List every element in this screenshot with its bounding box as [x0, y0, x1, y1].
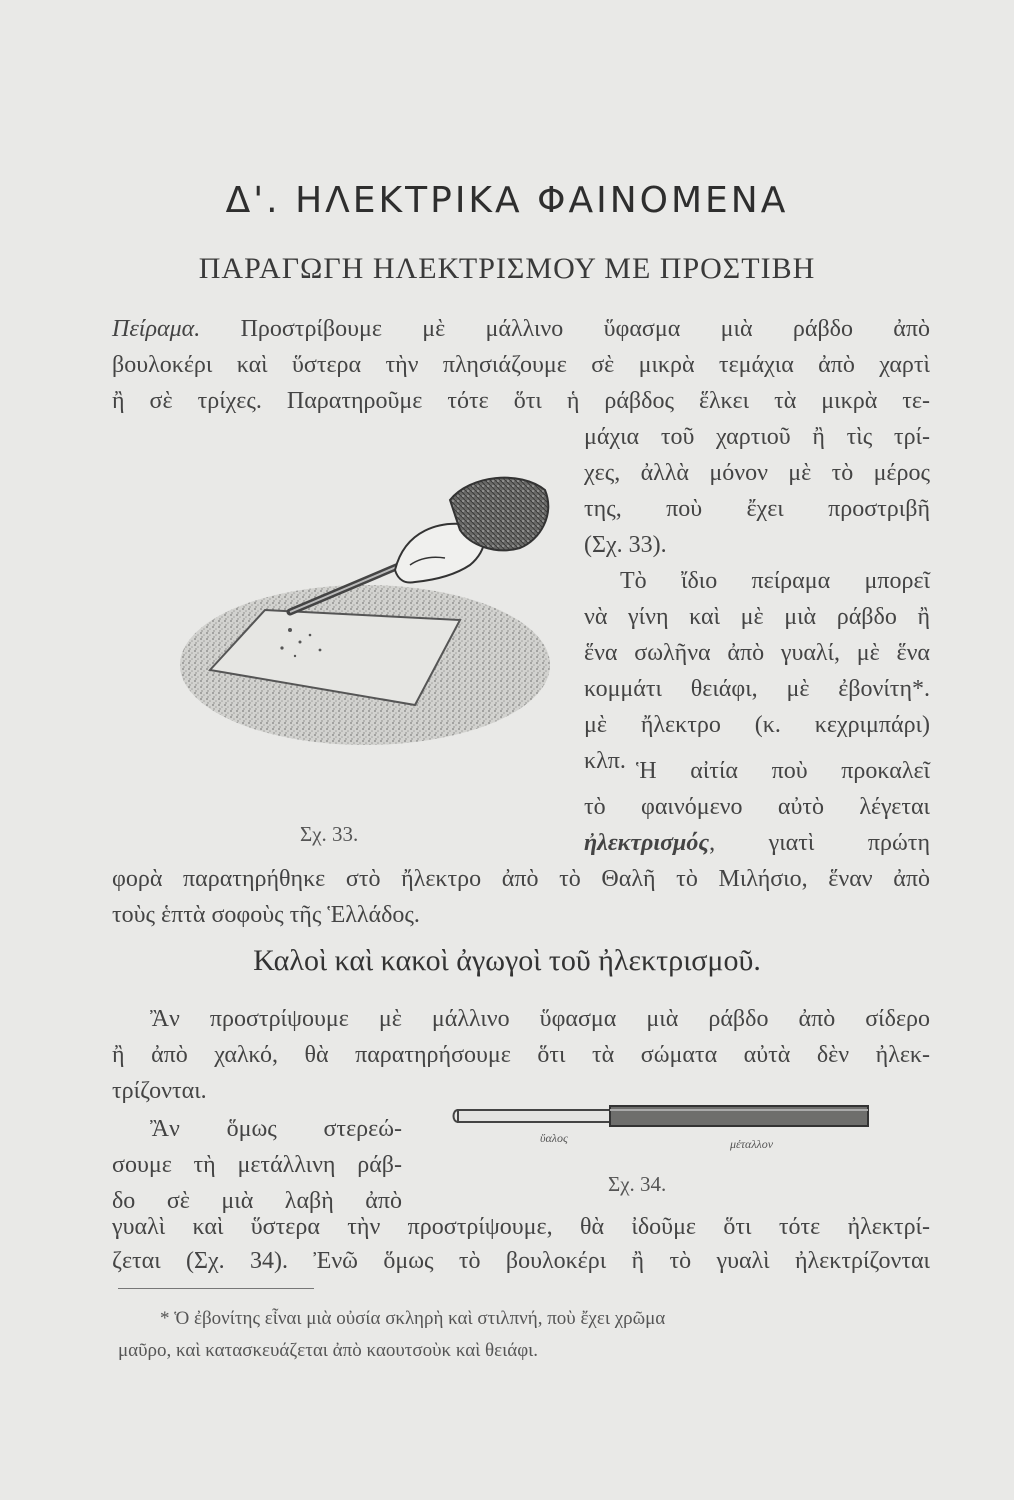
column-line: της, ποὺ ἔχει προστριβῆ [584, 496, 930, 522]
column-line: χες, ἀλλὰ μόνον μὲ τὸ μέρος [584, 460, 930, 486]
column-line-term [584, 830, 930, 857]
term-electricity: ἠλεκτρισμός [584, 830, 710, 856]
footnote-rule [118, 1288, 314, 1289]
column-line: τὸ φαινόμενο αὐτὸ λέγεται [584, 794, 930, 820]
section-title: ΠΑΡΑΓΩΓΗ ΗΛΕΚΤΡΙΣΜΟΥ ΜΕ ΠΡΟΣΤΙΒΗ [198, 252, 816, 285]
figure-34-caption: Σχ. 34. [608, 1172, 667, 1196]
conductors-p2-full-line: γυαλὶ καὶ ὕστερα τὴν προστρίψουμε, θὰ ἰδοῦμε ὅτι τότε ἠλεκτρί- [112, 1214, 930, 1240]
footnote-line: μαῦρο, καὶ κατασκευάζεται ἀπὸ καουτσοὺκ καὶ θειάφι. [118, 1340, 539, 1361]
chapter-title: Δ'. ΗΛΕΚΤΡΙΚΑ ΦΑΙΝΟΜΕΝΑ [225, 180, 789, 221]
column-line: μὲ ἤλεκτρο (κ. κεχριμπάρι) [584, 712, 930, 738]
column-line: Ἡ αἰτία ποὺ προκαλεῖ [636, 758, 930, 784]
label-metal: μέταλλον [730, 1137, 774, 1151]
experiment-full-line-2: τοὺς ἑπτὰ σοφοὺς τῆς Ἑλλάδος. [112, 902, 420, 928]
conductors-title: Καλοὶ καὶ κακοὶ ἀγωγοὶ τοῦ ἠλεκτρισμοῦ. [253, 944, 761, 977]
conductors-p2-line: Ἂν ὅμως στερεώ- [150, 1116, 402, 1142]
conductors-p2-line: δο σὲ μιὰ λαβὴ ἀπὸ [112, 1188, 402, 1214]
conductors-p2-line: σουμε τὴ μετάλλινη ράβ- [112, 1152, 402, 1178]
conductors-p1-line: ἢ ἀπὸ χαλκό, θὰ παρατηρήσουμε ὅτι τὰ σώματα αὐτὰ δὲν ἠλεκ- [112, 1042, 930, 1068]
conductors-p1-line: Ἂν προστρίψουμε μὲ μάλλινο ὕφασμα μιὰ ράβδο ἀπὸ σίδερο [150, 1006, 930, 1032]
column-line: νὰ γίνη καὶ μὲ μιὰ ράβδο ἢ [584, 604, 930, 630]
label-glass: ὕαλος [540, 1131, 568, 1145]
experiment-label: Πείραμα. [112, 316, 201, 342]
figure-33-caption: Σχ. 33. [300, 822, 359, 846]
glass-handle [458, 1110, 615, 1122]
column-line: μάχια τοῦ χαρτιοῦ ἢ τὶς τρί- [584, 424, 930, 450]
column-line: ἕνα σωλῆνα ἀπὸ γυαλί, μὲ ἕνα [584, 640, 930, 666]
term-rest: , γιατὶ πρώτη [709, 830, 930, 856]
column-line: κλπ. [584, 748, 626, 774]
footnote-line: * Ὁ ἐβονίτης εἶναι μιὰ οὐσία σκληρὴ καὶ στιλπνή, ποὺ ἔχει χρῶμα [160, 1308, 666, 1329]
column-line: κομμάτι θειάφι, μὲ ἐβονίτη*. [584, 676, 930, 702]
experiment-line-1-text: Προστρίβουμε μὲ μάλλινο ὕφασμα μιὰ ράβδο ἀπὸ [240, 316, 930, 342]
experiment-full-line: φορὰ παρατηρήθηκε στὸ ἤλεκτρο ἀπὸ τὸ Θαλῆ τὸ Μιλήσιο, ἕναν ἀπὸ [112, 866, 930, 892]
figure-33 [170, 470, 560, 760]
experiment-line-1 [112, 316, 930, 343]
column-line: Τὸ ἴδιο πείραμα μπορεῖ [620, 568, 930, 594]
experiment-line-3: ἢ σὲ τρίχες. Παρατηροῦμε τότε ὅτι ἡ ράβδος ἕλκει τὰ μικρὰ τε- [112, 388, 930, 414]
column-line: (Σχ. 33). [584, 532, 667, 558]
experiment-line-2: βουλοκέρι καὶ ὕστερα τὴν πλησιάζουμε σὲ μικρὰ τεμάχια ἀπὸ χαρτὶ [112, 352, 930, 378]
conductors-p1-line: τρίζονται. [112, 1078, 207, 1104]
conductors-p2-full-line: ζεται (Σχ. 34). Ἐνῶ ὅμως τὸ βουλοκέρι ἢ τὸ γυαλὶ ἠλεκτρίζονται [112, 1248, 930, 1274]
figure-34 [450, 1096, 874, 1162]
